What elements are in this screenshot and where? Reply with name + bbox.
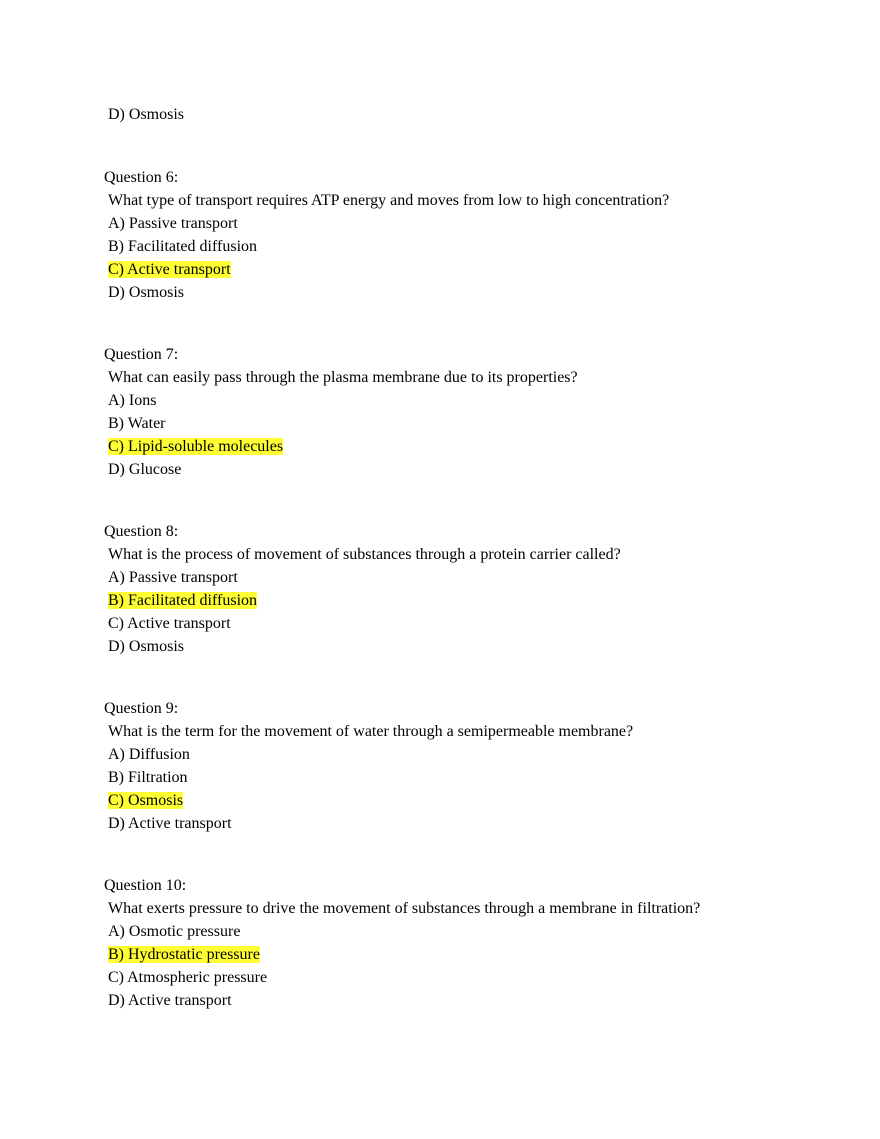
leading-option <box>108 103 184 126</box>
answer-highlight: C) Lipid-soluble molecules <box>108 438 284 455</box>
question-8-option-c: C) Active transport <box>108 615 231 632</box>
question-7-prompt: What can easily pass through the plasma membrane due to its properties? <box>108 369 578 386</box>
answer-highlight: C) Active transport <box>108 261 231 278</box>
question-6-option-b: B) Facilitated diffusion <box>108 238 258 255</box>
question-8-prompt: What is the process of movement of substances through a protein carrier called? <box>108 546 621 563</box>
answer-highlight: B) Facilitated diffusion <box>108 592 258 609</box>
question-6-option-c <box>108 258 231 281</box>
question-9-prompt: What is the term for the movement of water through a semipermeable membrane? <box>108 723 634 740</box>
question-9-heading: Question 9: <box>104 700 179 717</box>
question-10-option-b <box>108 943 260 966</box>
answer-highlight: B) Hydrostatic pressure <box>108 946 260 963</box>
question-6-option-d: D) Osmosis <box>108 284 185 301</box>
question-7-option-b: B) Water <box>108 415 166 432</box>
question-9-option-b: B) Filtration <box>108 769 188 786</box>
question-8-option-b <box>108 589 257 612</box>
answer-highlight: C) Osmosis <box>108 792 184 809</box>
question-10-heading: Question 10: <box>104 877 187 894</box>
question-6-option-a: A) Passive transport <box>108 215 238 232</box>
question-10-option-c: C) Atmospheric pressure <box>108 969 268 986</box>
question-9-option-a: A) Diffusion <box>108 746 190 763</box>
question-8-option-a: A) Passive transport <box>108 569 238 586</box>
option-text: D) Osmosis <box>108 106 185 123</box>
question-6-heading: Question 6: <box>104 169 179 186</box>
question-6-prompt: What type of transport requires ATP energy and moves from low to high concentration? <box>108 192 670 209</box>
question-10-prompt: What exerts pressure to drive the movement of substances through a membrane in filtration? <box>108 900 701 917</box>
question-9-option-c <box>108 789 183 812</box>
question-8-heading: Question 8: <box>104 523 179 540</box>
question-10-option-a: A) Osmotic pressure <box>108 923 241 940</box>
question-7-heading: Question 7: <box>104 346 179 363</box>
question-10-option-d: D) Active transport <box>108 992 232 1009</box>
question-7-option-d: D) Glucose <box>108 461 182 478</box>
question-7-option-c <box>108 435 283 458</box>
question-9-option-d: D) Active transport <box>108 815 232 832</box>
question-8-option-d: D) Osmosis <box>108 638 185 655</box>
question-7-option-a: A) Ions <box>108 392 157 409</box>
